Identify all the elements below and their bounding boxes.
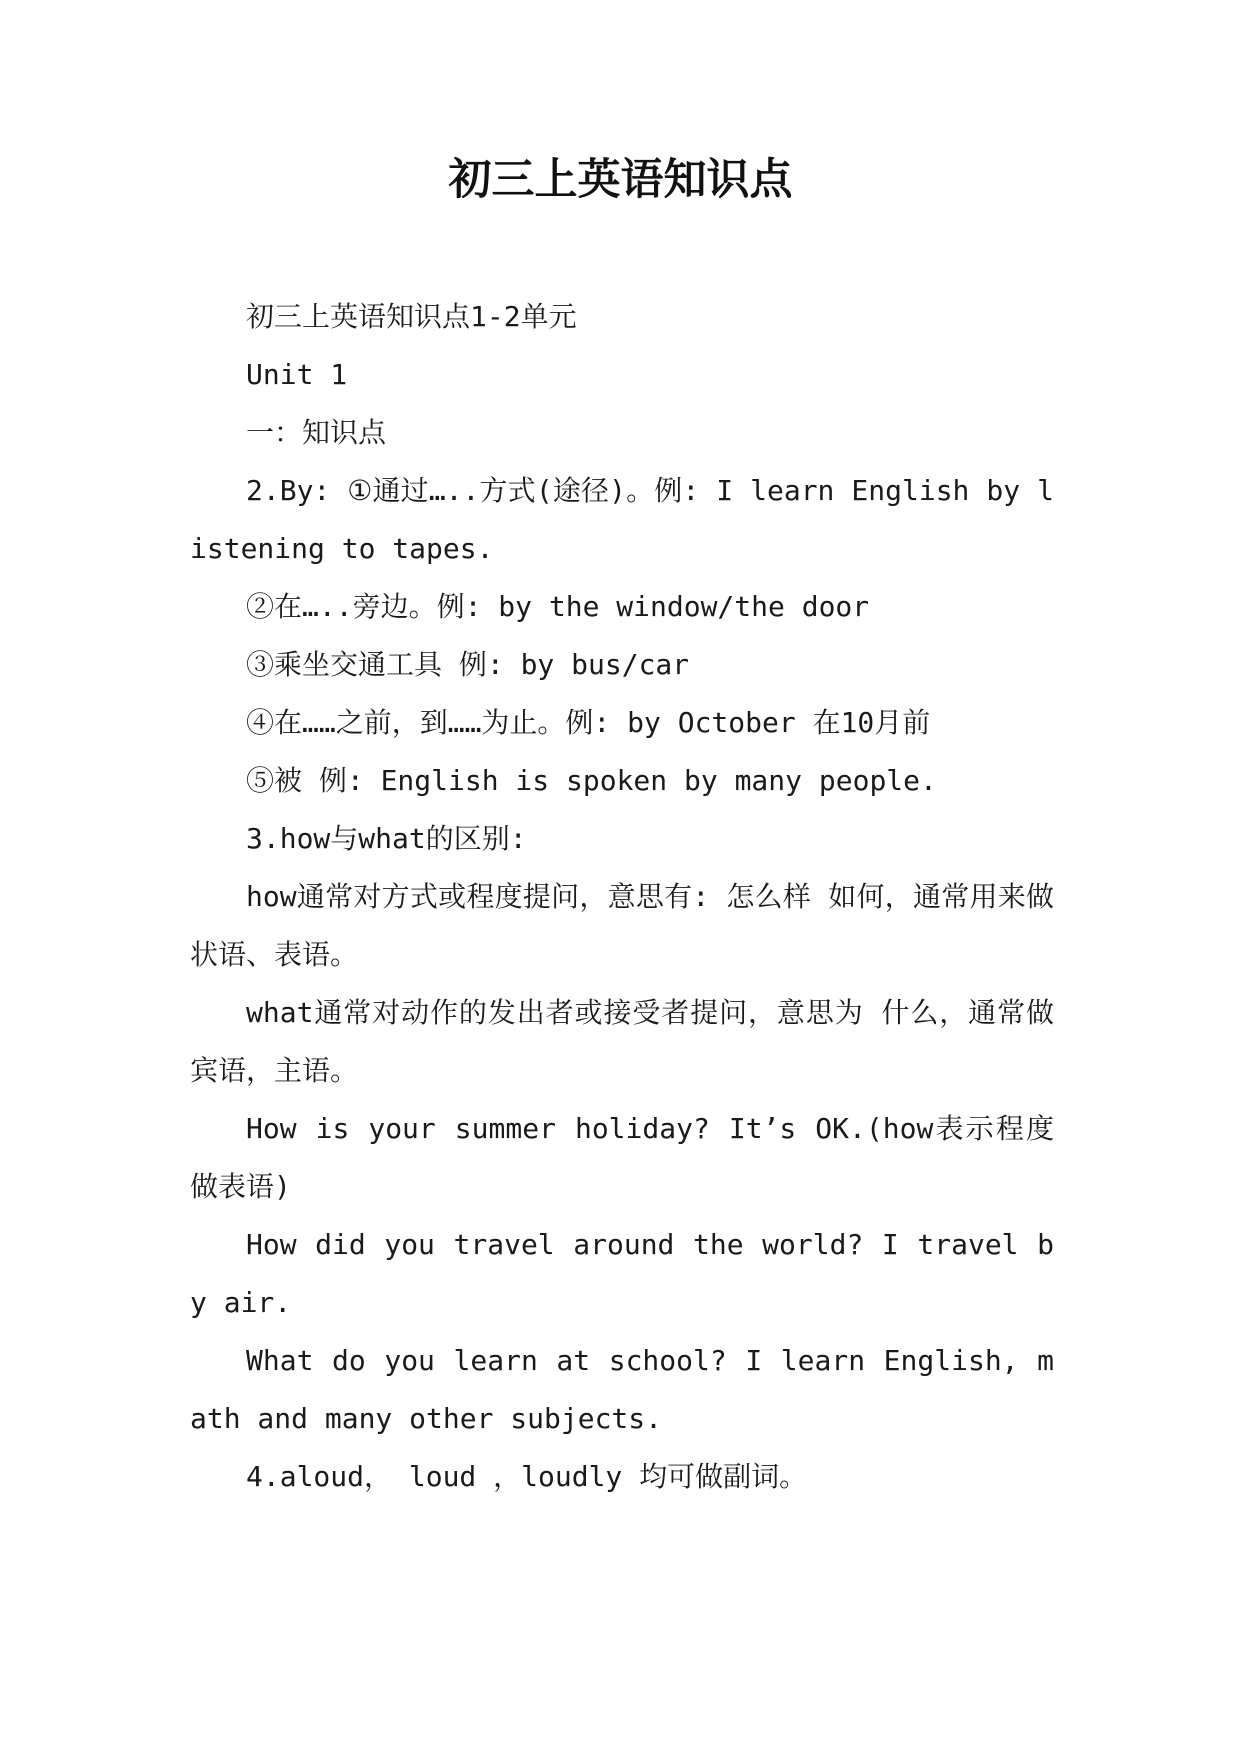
paragraph-by-meaning-1: 2.By: ①通过…..方式(途径)。例: I learn English by listening to tapes. <box>190 474 1054 565</box>
paragraph-example-3: What do you learn at school? I learn English, math and many other subjects. <box>190 1344 1054 1435</box>
paragraph-example-1: How is your summer holiday? It’s OK.(how表示程度 做表语) <box>190 1112 1054 1203</box>
paragraph-by-meaning-4: ④在……之前，到……为止。例: by October 在10月前 <box>246 706 931 739</box>
document-title: 初三上英语知识点 <box>448 155 793 205</box>
paragraph-unit: Unit 1 <box>246 358 348 391</box>
paragraph-by-meaning-3: ③乘坐交通工具 例: by bus/car <box>246 648 690 681</box>
paragraph-heading: 初三上英语知识点1-2单元 <box>246 300 577 333</box>
paragraph-section: 一：知识点 <box>246 416 387 449</box>
paragraph-what-usage: what通常对动作的发出者或接受者提问，意思为 什么，通常做宾语，主语。 <box>190 996 1054 1087</box>
paragraph-by-meaning-2: ②在…..旁边。例: by the window/the door <box>246 590 870 623</box>
paragraph-by-meaning-5: ⑤被 例: English is spoken by many people. <box>246 764 937 797</box>
paragraph-how-usage: how通常对方式或程度提问，意思有: 怎么样 如何，通常用来做状语、表语。 <box>190 880 1054 971</box>
paragraph-how-what: 3.how与what的区别: <box>246 822 527 855</box>
paragraph-aloud: 4.aloud， loud ，loudly 均可做副词。 <box>246 1460 808 1493</box>
paragraph-example-2: How did you travel around the world? I travel by air. <box>190 1228 1054 1319</box>
document-body <box>190 288 1054 1506</box>
